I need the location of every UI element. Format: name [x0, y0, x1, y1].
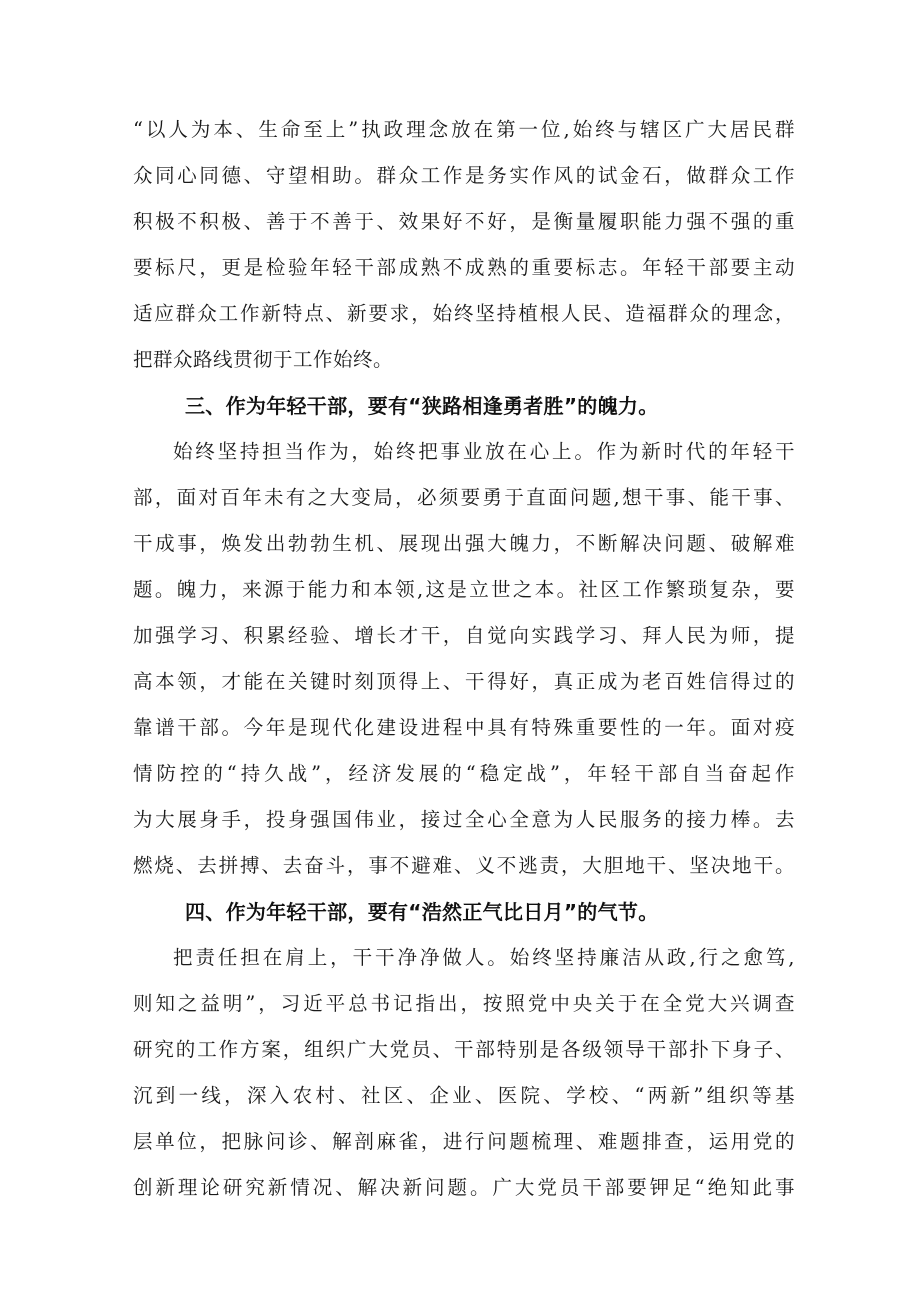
text-line: 适应群众工作新特点、新要求，始终坚持植根人民、造福群众的理念， — [133, 302, 795, 325]
text-line: 干成事，焕发出勃勃生机、展现出强大魄力，不断解决问题、破解难 — [133, 532, 795, 555]
text-line: 为大展身手，投身强国伟业，接过全心全意为人民服务的接力棒。去 — [133, 808, 795, 831]
paragraph-courage — [133, 429, 795, 889]
text-line: 则知之益明”，习近平总书记指出，按照党中央关于在全党大兴调查 — [133, 992, 795, 1015]
section-heading-4: 四、作为年轻干部，要有“浩然正气比日月”的气节。 — [185, 900, 659, 924]
section-heading-3: 三、作为年轻干部，要有“狭路相逢勇者胜”的魄力。 — [185, 394, 659, 418]
document-body — [133, 107, 795, 1211]
paragraph-people-first — [133, 107, 795, 383]
text-line: “以人为本、生命至上”执政理念放在第一位,始终与辖区广大居民群 — [133, 118, 795, 141]
text-line: 要标尺，更是检验年轻干部成熟不成熟的重要标志。年轻干部要主动 — [133, 256, 795, 279]
text-line: 部，面对百年未有之大变局，必须要勇于直面问题,想干事、能干事、 — [133, 486, 795, 509]
text-line: 众同心同德、守望相助。群众工作是务实作风的试金石，做群众工作 — [133, 164, 795, 187]
text-line: 把群众路线贯彻于工作始终。 — [133, 348, 394, 371]
text-line: 燃烧、去拼搏、去奋斗，事不避难、义不逃责，大胆地干、坚决地干。 — [133, 854, 795, 877]
text-line: 研究的工作方案，组织广大党员、干部特别是各级领导干部扑下身子、 — [133, 1038, 795, 1061]
text-line: 加强学习、积累经验、增长才干，自觉向实践学习、拜人民为师，提 — [133, 624, 795, 647]
paragraph-integrity — [133, 935, 795, 1211]
text-line: 高本领，才能在关键时刻顶得上、干得好，真正成为老百姓信得过的 — [133, 670, 795, 693]
text-line: 层单位，把脉问诊、解剖麻雀，进行问题梳理、难题排查，运用党的 — [133, 1130, 795, 1153]
text-line: 积极不积极、善于不善于、效果好不好，是衡量履职能力强不强的重 — [133, 210, 795, 233]
text-line: 始终坚持担当作为，始终把事业放在心上。作为新时代的年轻干 — [173, 440, 795, 463]
text-line: 情防控的“持久战”，经济发展的“稳定战”，年轻干部自当奋起作 — [133, 762, 795, 785]
text-line: 把责任担在肩上，干干净净做人。始终坚持廉洁从政,行之愈笃, — [173, 946, 795, 969]
text-line: 题。魄力，来源于能力和本领,这是立世之本。社区工作繁琐复杂，要 — [133, 578, 795, 601]
text-line: 靠谱干部。今年是现代化建设进程中具有特殊重要性的一年。面对疫 — [133, 716, 795, 739]
text-line: 创新理论研究新情况、解决新问题。广大党员干部要钾足“绝知此事 — [133, 1176, 795, 1199]
text-line: 沉到一线，深入农村、社区、企业、医院、学校、“两新”组织等基 — [133, 1084, 795, 1107]
